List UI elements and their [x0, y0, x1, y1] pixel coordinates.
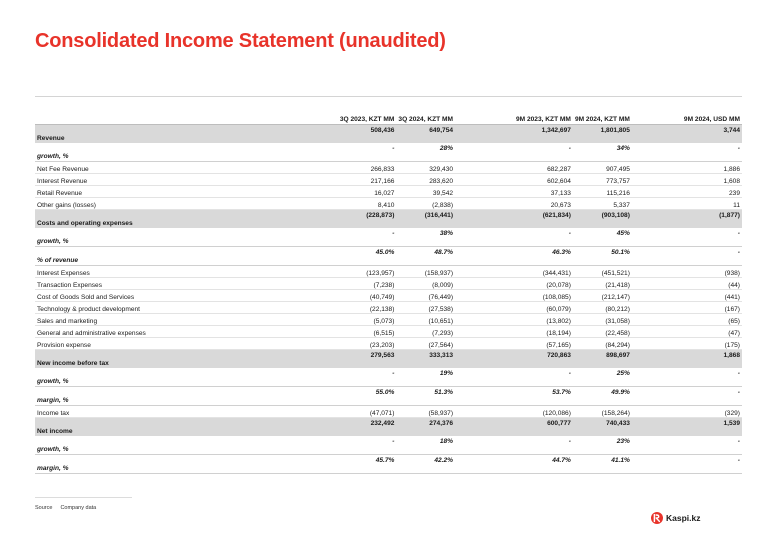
table-row [35, 247, 742, 266]
row-label: Net income [35, 418, 334, 437]
row-label: Technology & product development [35, 302, 334, 314]
value-cell: 25% [573, 368, 632, 387]
table-row [35, 455, 742, 474]
value-cell: 45.7% [334, 455, 396, 474]
value-cell: (1,877) [632, 210, 742, 229]
table-row [35, 186, 742, 198]
value-cell: (7,293) [396, 326, 455, 338]
column-header: 3Q 2024, KZT MM [396, 106, 455, 125]
value-cell: 41.1% [573, 455, 632, 474]
table-row [35, 228, 742, 247]
row-label: margin, % [35, 455, 334, 474]
value-cell: 42.2% [396, 455, 455, 474]
value-cell: - [632, 387, 742, 406]
row-label: Interest Expenses [35, 266, 334, 278]
value-cell: (5,073) [334, 314, 396, 326]
table-row [35, 143, 742, 162]
value-cell: (451,521) [573, 266, 632, 278]
value-cell: (65) [632, 314, 742, 326]
value-cell: 45% [573, 228, 632, 247]
row-label: growth, % [35, 368, 334, 387]
row-label: margin, % [35, 387, 334, 406]
value-cell: (18,194) [455, 326, 573, 338]
row-label: Sales and marketing [35, 314, 334, 326]
table-row [35, 290, 742, 302]
value-cell: (80,212) [573, 302, 632, 314]
header-label-cell [35, 106, 334, 125]
value-cell: 46.3% [455, 247, 573, 266]
value-cell: 682,287 [455, 162, 573, 174]
table-row [35, 338, 742, 350]
value-cell: 329,430 [396, 162, 455, 174]
value-cell: 19% [396, 368, 455, 387]
value-cell: 232,492 [334, 418, 396, 437]
value-cell: (228,873) [334, 210, 396, 229]
value-cell: (10,651) [396, 314, 455, 326]
table-row [35, 125, 742, 144]
value-cell: 898,697 [573, 350, 632, 369]
row-label: growth, % [35, 228, 334, 247]
value-cell: (344,431) [455, 266, 573, 278]
value-cell: 34% [573, 143, 632, 162]
income-statement-table [35, 106, 742, 474]
table-row [35, 418, 742, 437]
value-cell: 45.0% [334, 247, 396, 266]
table-body [35, 125, 742, 474]
value-cell: (22,138) [334, 302, 396, 314]
value-cell: 11 [632, 198, 742, 210]
value-cell: - [632, 436, 742, 455]
value-cell: 48.7% [396, 247, 455, 266]
row-label: General and administrative expenses [35, 326, 334, 338]
value-cell: - [455, 228, 573, 247]
value-cell: 44.7% [455, 455, 573, 474]
value-cell: 51.3% [396, 387, 455, 406]
value-cell: (20,078) [455, 278, 573, 290]
table-row [35, 174, 742, 186]
table-row [35, 278, 742, 290]
value-cell: (8,009) [396, 278, 455, 290]
value-cell: (27,564) [396, 338, 455, 350]
value-cell: 1,886 [632, 162, 742, 174]
value-cell: (13,802) [455, 314, 573, 326]
value-cell: 266,833 [334, 162, 396, 174]
value-cell: 50.1% [573, 247, 632, 266]
value-cell: - [334, 228, 396, 247]
value-cell: (31,058) [573, 314, 632, 326]
row-label: Other gains (losses) [35, 198, 334, 210]
row-label: growth, % [35, 143, 334, 162]
value-cell: 3,744 [632, 125, 742, 144]
value-cell: (21,418) [573, 278, 632, 290]
table-row [35, 436, 742, 455]
source-note [35, 505, 96, 511]
value-cell: 1,868 [632, 350, 742, 369]
kaspi-logo-icon [651, 512, 663, 524]
value-cell: (58,937) [396, 406, 455, 418]
value-cell: - [334, 143, 396, 162]
value-cell: - [632, 228, 742, 247]
table-row [35, 368, 742, 387]
value-cell: 907,495 [573, 162, 632, 174]
value-cell: 5,337 [573, 198, 632, 210]
row-label: growth, % [35, 436, 334, 455]
value-cell: (84,294) [573, 338, 632, 350]
value-cell: (2,838) [396, 198, 455, 210]
table-header-row [35, 106, 742, 125]
value-cell: - [455, 368, 573, 387]
value-cell: 283,620 [396, 174, 455, 186]
row-label: New income before tax [35, 350, 334, 369]
row-label: Provision expense [35, 338, 334, 350]
value-cell: - [455, 436, 573, 455]
value-cell: (57,165) [455, 338, 573, 350]
value-cell: 1,801,805 [573, 125, 632, 144]
table-row [35, 406, 742, 418]
value-cell: (27,538) [396, 302, 455, 314]
value-cell: 720,863 [455, 350, 573, 369]
value-cell: 23% [573, 436, 632, 455]
value-cell: 333,313 [396, 350, 455, 369]
value-cell: (47) [632, 326, 742, 338]
value-cell: (175) [632, 338, 742, 350]
value-cell: (6,515) [334, 326, 396, 338]
value-cell: (23,203) [334, 338, 396, 350]
value-cell: 8,410 [334, 198, 396, 210]
value-cell: (441) [632, 290, 742, 302]
table-row [35, 266, 742, 278]
value-cell: (22,458) [573, 326, 632, 338]
value-cell: (621,834) [455, 210, 573, 229]
value-cell: (120,086) [455, 406, 573, 418]
value-cell: 600,777 [455, 418, 573, 437]
value-cell: 508,436 [334, 125, 396, 144]
value-cell: 16,027 [334, 186, 396, 198]
row-label: Revenue [35, 125, 334, 144]
value-cell: - [334, 436, 396, 455]
row-label: Net Fee Revenue [35, 162, 334, 174]
header-divider [35, 96, 742, 97]
source-divider [35, 497, 132, 498]
value-cell: (108,085) [455, 290, 573, 302]
value-cell: 20,673 [455, 198, 573, 210]
value-cell: 773,757 [573, 174, 632, 186]
table-row [35, 350, 742, 369]
column-header: 9M 2024, USD MM [632, 106, 742, 125]
value-cell: (60,079) [455, 302, 573, 314]
row-label: Costs and operating expenses [35, 210, 334, 229]
value-cell: (938) [632, 266, 742, 278]
value-cell: (167) [632, 302, 742, 314]
value-cell: (76,449) [396, 290, 455, 302]
source-label: Source [35, 505, 53, 511]
value-cell: (40,749) [334, 290, 396, 302]
value-cell: 602,604 [455, 174, 573, 186]
value-cell: 740,433 [573, 418, 632, 437]
table-row [35, 210, 742, 229]
column-header: 9M 2023, KZT MM [455, 106, 573, 125]
value-cell: 55.0% [334, 387, 396, 406]
value-cell: - [334, 368, 396, 387]
value-cell: - [632, 368, 742, 387]
value-cell: 1,608 [632, 174, 742, 186]
value-cell: 1,342,697 [455, 125, 573, 144]
value-cell: 38% [396, 228, 455, 247]
value-cell: 279,563 [334, 350, 396, 369]
table-row [35, 162, 742, 174]
value-cell: (158,937) [396, 266, 455, 278]
value-cell: (44) [632, 278, 742, 290]
value-cell: 217,166 [334, 174, 396, 186]
value-cell: 37,133 [455, 186, 573, 198]
row-label: Retail Revenue [35, 186, 334, 198]
column-header: 3Q 2023, KZT MM [334, 106, 396, 125]
brand-logo [651, 512, 701, 524]
value-cell: (7,238) [334, 278, 396, 290]
page-title: Consolidated Income Statement (unaudited) [35, 30, 446, 52]
value-cell: 274,376 [396, 418, 455, 437]
value-cell: 115,216 [573, 186, 632, 198]
value-cell: 1,539 [632, 418, 742, 437]
table-row [35, 302, 742, 314]
value-cell: - [632, 455, 742, 474]
value-cell: 18% [396, 436, 455, 455]
row-label: Transaction Expenses [35, 278, 334, 290]
row-label: Cost of Goods Sold and Services [35, 290, 334, 302]
value-cell: - [455, 143, 573, 162]
row-label: Income tax [35, 406, 334, 418]
value-cell: 649,754 [396, 125, 455, 144]
value-cell: - [632, 143, 742, 162]
row-label: % of revenue [35, 247, 334, 266]
table-row [35, 387, 742, 406]
value-cell: (329) [632, 406, 742, 418]
value-cell: 39,542 [396, 186, 455, 198]
column-header: 9M 2024, KZT MM [573, 106, 632, 125]
value-cell: (903,108) [573, 210, 632, 229]
value-cell: 239 [632, 186, 742, 198]
source-value: Company data [60, 505, 97, 511]
table-row [35, 326, 742, 338]
value-cell: 53.7% [455, 387, 573, 406]
row-label: Interest Revenue [35, 174, 334, 186]
value-cell: 49.9% [573, 387, 632, 406]
value-cell: 28% [396, 143, 455, 162]
value-cell: - [632, 247, 742, 266]
value-cell: (212,147) [573, 290, 632, 302]
value-cell: (123,957) [334, 266, 396, 278]
value-cell: (47,071) [334, 406, 396, 418]
value-cell: (158,264) [573, 406, 632, 418]
table-row [35, 314, 742, 326]
table-row [35, 198, 742, 210]
brand-name: Kaspi.kz [666, 513, 701, 523]
value-cell: (316,441) [396, 210, 455, 229]
